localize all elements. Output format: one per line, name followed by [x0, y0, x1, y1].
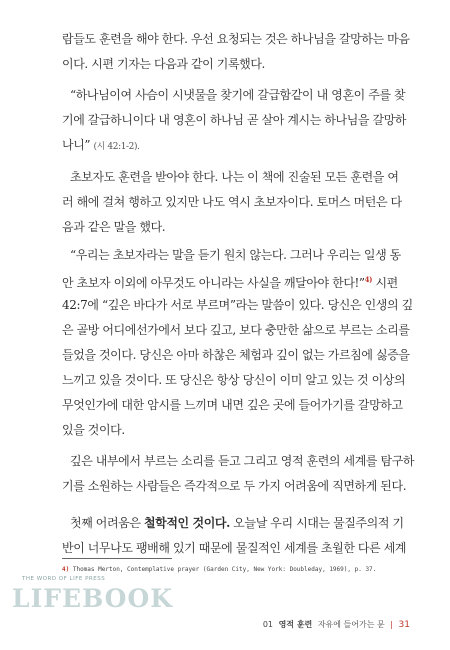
logo-tagline: THE WORD OF LIFE PRESS	[22, 576, 106, 582]
psalm-reference: (시 42:1-2).	[93, 142, 140, 152]
logo-wordmark: LIFEBOOK	[12, 584, 173, 613]
quote-end: 나니”	[62, 138, 91, 152]
chapter-title: 영적 훈련	[278, 620, 313, 629]
text-line: 러 해에 걸쳐 행하고 있지만 나도 역시 초보자이다. 토머스 머턴은 다	[62, 195, 402, 209]
footnote-text: Thomas Merton, Contemplative prayer (Garden City, New York: Doubleday, 1969), p. 37.	[69, 566, 377, 573]
footnote-divider	[62, 558, 172, 559]
quote-text: 안 초보자 이외에 아무것도 아니라는 사실을 깨달아야 한다!”	[62, 276, 365, 290]
text-line: 기에 갈급하니이다 내 영혼이 하나님 곧 살아 계시는 하나님을 갈망하	[62, 113, 407, 127]
text-line	[62, 271, 398, 292]
text-line: 은 골방 어디에선가에서 보다 깊고, 보다 충만한 삶으로 부르는 소리를	[62, 323, 410, 337]
chapter-subtitle: 자유에 들어가는 문	[317, 620, 385, 629]
text-segment: 오늘날 우리 시대는 물질주의적 기	[229, 516, 404, 530]
text-line	[62, 136, 392, 156]
text-continuation: 시편	[372, 276, 398, 290]
text-line: 반이 너무나도 팽배해 있기 때문에 물질적인 세계를 초월한 다른 세계	[62, 541, 407, 555]
text-line: 람들도 훈련을 해야 한다. 우선 요청되는 것은 하나님을 갈망하는 마음	[62, 32, 410, 46]
text-line: 기를 소원하는 사람들은 즉각적으로 두 가지 어려움에 직면하게 된다.	[62, 479, 407, 493]
text-line: 무엇인가에 대한 암시를 느끼며 내면 깊은 곳에 들어가기를 갈망하고	[62, 398, 403, 412]
footnote-marker: 4)	[364, 275, 373, 284]
text-line: 초보자도 훈련을 받아야 한다. 나는 이 책에 진술된 모든 훈련을 여	[70, 170, 399, 184]
text-line: 이다. 시편 기자는 다음과 같이 기록했다.	[62, 57, 265, 71]
footnote	[62, 566, 392, 573]
text-line: 42:7에 “깊은 바다가 서로 부르며”라는 말씀이 있다. 당신은 인생의 깊	[62, 298, 413, 312]
text-line: 음과 같은 말을 했다.	[62, 220, 166, 234]
text-line: 들었을 것이다. 당신은 아마 하찮은 체험과 깊이 없는 가르침에 싫증을	[62, 348, 410, 362]
text-segment: 첫째 어려움은	[70, 516, 144, 530]
text-line	[70, 514, 404, 532]
footer-divider: |	[390, 620, 393, 629]
text-line: 있을 것이다.	[62, 423, 125, 437]
text-line: 느끼고 있을 것이다. 또 당신은 항상 당신이 이미 알고 있는 것 이상의	[62, 373, 406, 387]
emphasis-text: 철학적인 것이다.	[143, 516, 230, 530]
lifebook-logo	[12, 576, 173, 626]
text-line: 깊은 내부에서 부르는 소리를 듣고 그리고 영적 훈련의 세계를 탐구하	[70, 454, 415, 468]
chapter-number: 01	[262, 620, 274, 629]
text-line: “우리는 초보자라는 말을 듣기 원치 않는다. 그러나 우리는 일생 동	[70, 248, 401, 262]
page-number: 31	[398, 620, 410, 630]
running-footer	[263, 619, 410, 630]
text-line: “하나님이여 사슴이 시냇물을 찾기에 갈급함같이 내 영혼이 주를 찾	[70, 88, 406, 102]
footnote-number: 4)	[62, 566, 70, 573]
